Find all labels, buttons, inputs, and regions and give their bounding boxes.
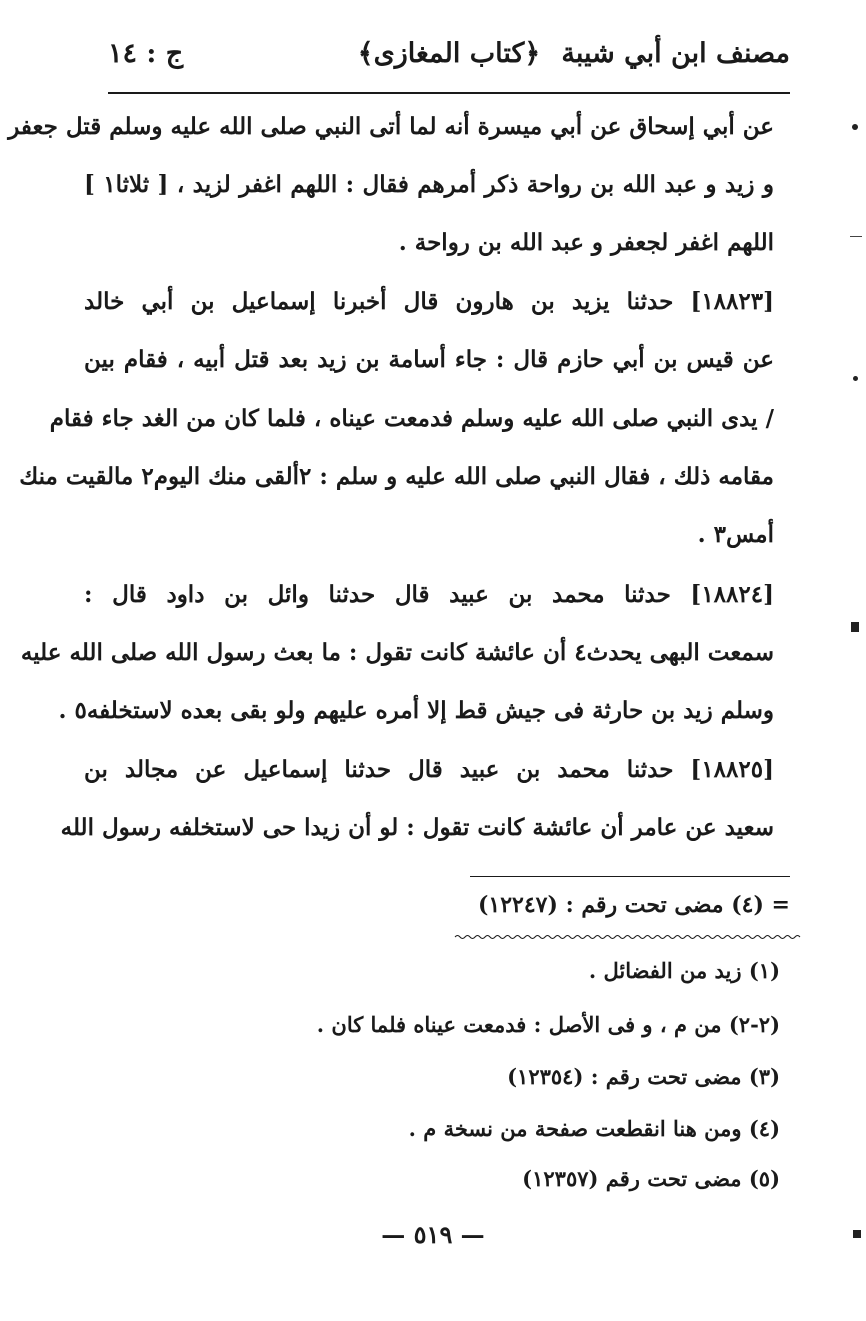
text-line: مقامه ذلك ، فقال النبي صلى الله عليه و سلم : ٢ألقى منك اليوم٢ مالقيت منك xyxy=(19,463,774,490)
footnote: (٣) مضى تحت رقم : (١٢٣٥٤) xyxy=(507,1064,780,1089)
text-line: [١٨٨٢٥] حدثنا محمد بن عبيد قال حدثنا إسماعيل عن مجالد بن xyxy=(84,756,774,783)
scan-speck xyxy=(851,622,859,632)
footnote: (٢-٢) من م ، و فى الأصل : فدمعت عيناه فلما كان . xyxy=(316,1012,780,1037)
scan-speck xyxy=(853,376,858,381)
wavy-separator xyxy=(455,934,800,940)
footnote: (٤) ومن هنا انقطعت صفحة من نسخة م . xyxy=(408,1116,780,1141)
text-line: أمس٣ . xyxy=(697,521,774,548)
text-line: / يدى النبي صلى الله عليه وسلم فدمعت عيناه ، فلما كان من الغد جاء فقام xyxy=(49,405,774,432)
text-line: اللهم اغفر لجعفر و عبد الله بن رواحة . xyxy=(398,229,774,256)
header-volume: ج : ١٤ xyxy=(108,38,184,69)
running-header xyxy=(108,32,790,82)
text-line: سمعت البهى يحدث٤ أن عائشة كانت تقول : ما بعث رسول الله صلى الله عليه xyxy=(20,639,774,666)
scan-speck xyxy=(853,1230,861,1238)
footnote-continuation: = (٤) مضى تحت رقم : (١٢٢٤٧) xyxy=(477,892,790,918)
text-line: وسلم زيد بن حارثة فى جيش قط إلا أمره عليهم ولو بقى بعده لاستخلفه٥ . xyxy=(58,697,774,724)
footnote-separator xyxy=(470,876,790,877)
header-rule xyxy=(108,92,790,94)
scan-speck xyxy=(852,124,858,130)
footnote: (٥) مضى تحت رقم (١٢٣٥٧) xyxy=(522,1166,780,1191)
text-line: سعيد عن عامر أن عائشة كانت تقول : لو أن زيدا حى لاستخلفه رسول الله xyxy=(60,814,774,841)
header-book-title: مصنف ابن أبي شيبة xyxy=(561,38,790,69)
text-line: [١٨٨٢٣] حدثنا يزيد بن هارون قال أخبرنا إسماعيل بن أبي خالد xyxy=(84,288,774,315)
page-number: — ٥١٩ — xyxy=(381,1220,485,1249)
text-line: عن قيس بن أبي حازم قال : جاء أسامة بن زيد بعد قتل أبيه ، فقام بين xyxy=(84,346,774,373)
text-line: عن أبي إسحاق عن أبي ميسرة أنه لما أتى النبي صلى الله عليه وسلم قتل جعفر xyxy=(8,113,774,140)
text-line: [١٨٨٢٤] حدثنا محمد بن عبيد قال حدثنا وائل بن داود قال : xyxy=(84,581,774,608)
footnote: (١) زيد من الفضائل . xyxy=(588,958,780,983)
scan-speck xyxy=(850,236,862,237)
header-chapter-title: ﴿كتاب المغازى﴾ xyxy=(357,38,541,69)
text-line: و زيد و عبد الله بن رواحة ذكر أمرهم فقال : اللهم اغفر لزيد ، [ ثلاثا١ ] xyxy=(84,171,775,198)
